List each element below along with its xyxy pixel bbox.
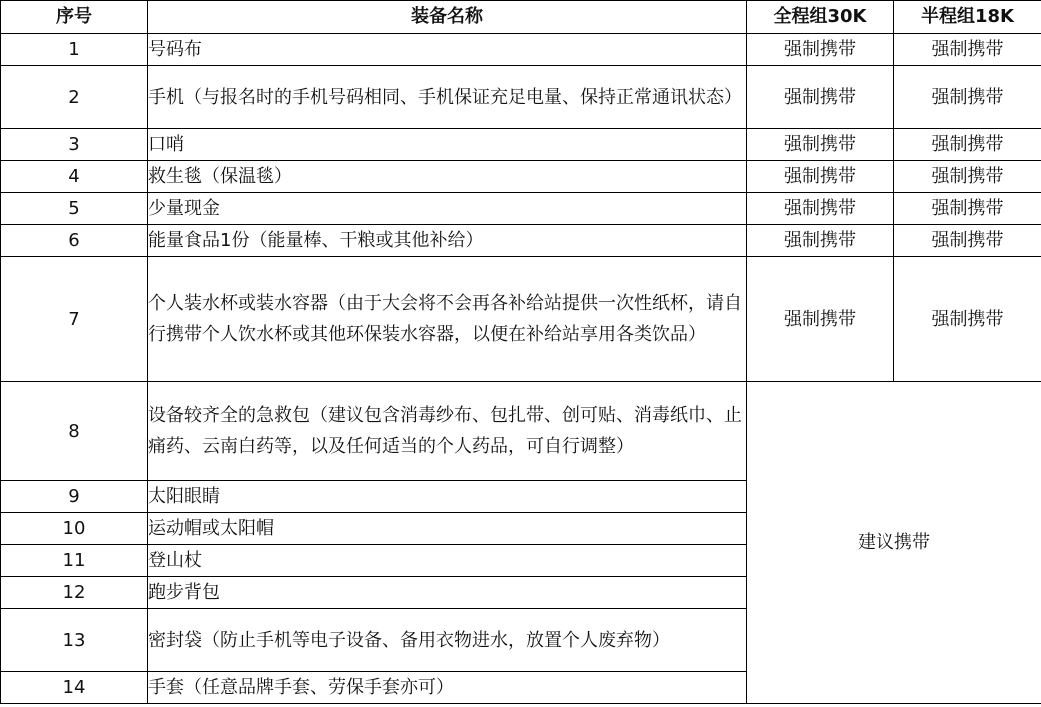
row-number: 3 (1, 129, 148, 161)
header-equipment-name: 装备名称 (148, 1, 747, 34)
table-row (1, 225, 1041, 257)
row-number: 5 (1, 193, 148, 225)
row-number: 13 (1, 609, 148, 672)
equipment-name: 个人装水杯或装水容器（由于大会将不会再各补给站提供一次性纸杯，请自行携带个人饮水杯或其他环保装水容器，以便在补给站享用各类饮品） (148, 257, 747, 382)
table-row (1, 161, 1041, 193)
row-number: 7 (1, 257, 148, 382)
equipment-name: 能量食品1份（能量棒、干粮或其他补给） (148, 225, 747, 257)
half-course-requirement: 强制携带 (894, 34, 1041, 66)
equipment-name: 手机（与报名时的手机号码相同、手机保证充足电量、保持正常通讯状态） (148, 66, 747, 129)
equipment-name: 运动帽或太阳帽 (148, 513, 747, 545)
half-course-requirement: 强制携带 (894, 161, 1041, 193)
row-number: 6 (1, 225, 148, 257)
header-no: 序号 (1, 1, 148, 34)
row-number: 1 (1, 34, 148, 66)
header-half-course-18k: 半程组18K (894, 1, 1041, 34)
full-course-requirement: 强制携带 (747, 34, 894, 66)
equipment-name: 密封袋（防止手机等电子设备、备用衣物进水，放置个人废弃物） (148, 609, 747, 672)
equipment-name: 跑步背包 (148, 577, 747, 609)
row-number: 4 (1, 161, 148, 193)
equipment-name: 口哨 (148, 129, 747, 161)
equipment-name: 少量现金 (148, 193, 747, 225)
full-course-requirement: 强制携带 (747, 193, 894, 225)
half-course-requirement: 强制携带 (894, 225, 1041, 257)
table-header-row (1, 1, 1041, 34)
equipment-name: 登山杖 (148, 545, 747, 577)
equipment-name: 手套（任意品牌手套、劳保手套亦可） (148, 672, 747, 704)
full-course-requirement: 强制携带 (747, 66, 894, 129)
table-row (1, 382, 1041, 481)
table-row (1, 34, 1041, 66)
full-course-requirement: 强制携带 (747, 161, 894, 193)
table-row (1, 257, 1041, 382)
row-number: 14 (1, 672, 148, 704)
row-number: 8 (1, 382, 148, 481)
full-course-requirement: 强制携带 (747, 257, 894, 382)
table-row (1, 129, 1041, 161)
half-course-requirement: 强制携带 (894, 129, 1041, 161)
half-course-requirement: 强制携带 (894, 257, 1041, 382)
row-number: 11 (1, 545, 148, 577)
header-full-course-30k: 全程组30K (747, 1, 894, 34)
full-course-requirement: 强制携带 (747, 129, 894, 161)
equipment-name: 救生毯（保温毯） (148, 161, 747, 193)
recommended-carry-cell: 建议携带 (747, 382, 1041, 704)
row-number: 10 (1, 513, 148, 545)
row-number: 9 (1, 481, 148, 513)
half-course-requirement: 强制携带 (894, 193, 1041, 225)
table-row (1, 66, 1041, 129)
table-row (1, 193, 1041, 225)
equipment-name: 太阳眼睛 (148, 481, 747, 513)
half-course-requirement: 强制携带 (894, 66, 1041, 129)
full-course-requirement: 强制携带 (747, 225, 894, 257)
row-number: 2 (1, 66, 148, 129)
equipment-name: 号码布 (148, 34, 747, 66)
row-number: 12 (1, 577, 148, 609)
equipment-name: 设备较齐全的急救包（建议包含消毒纱布、包扎带、创可贴、消毒纸巾、止痛药、云南白药等，以及任何适当的个人药品，可自行调整） (148, 382, 747, 481)
